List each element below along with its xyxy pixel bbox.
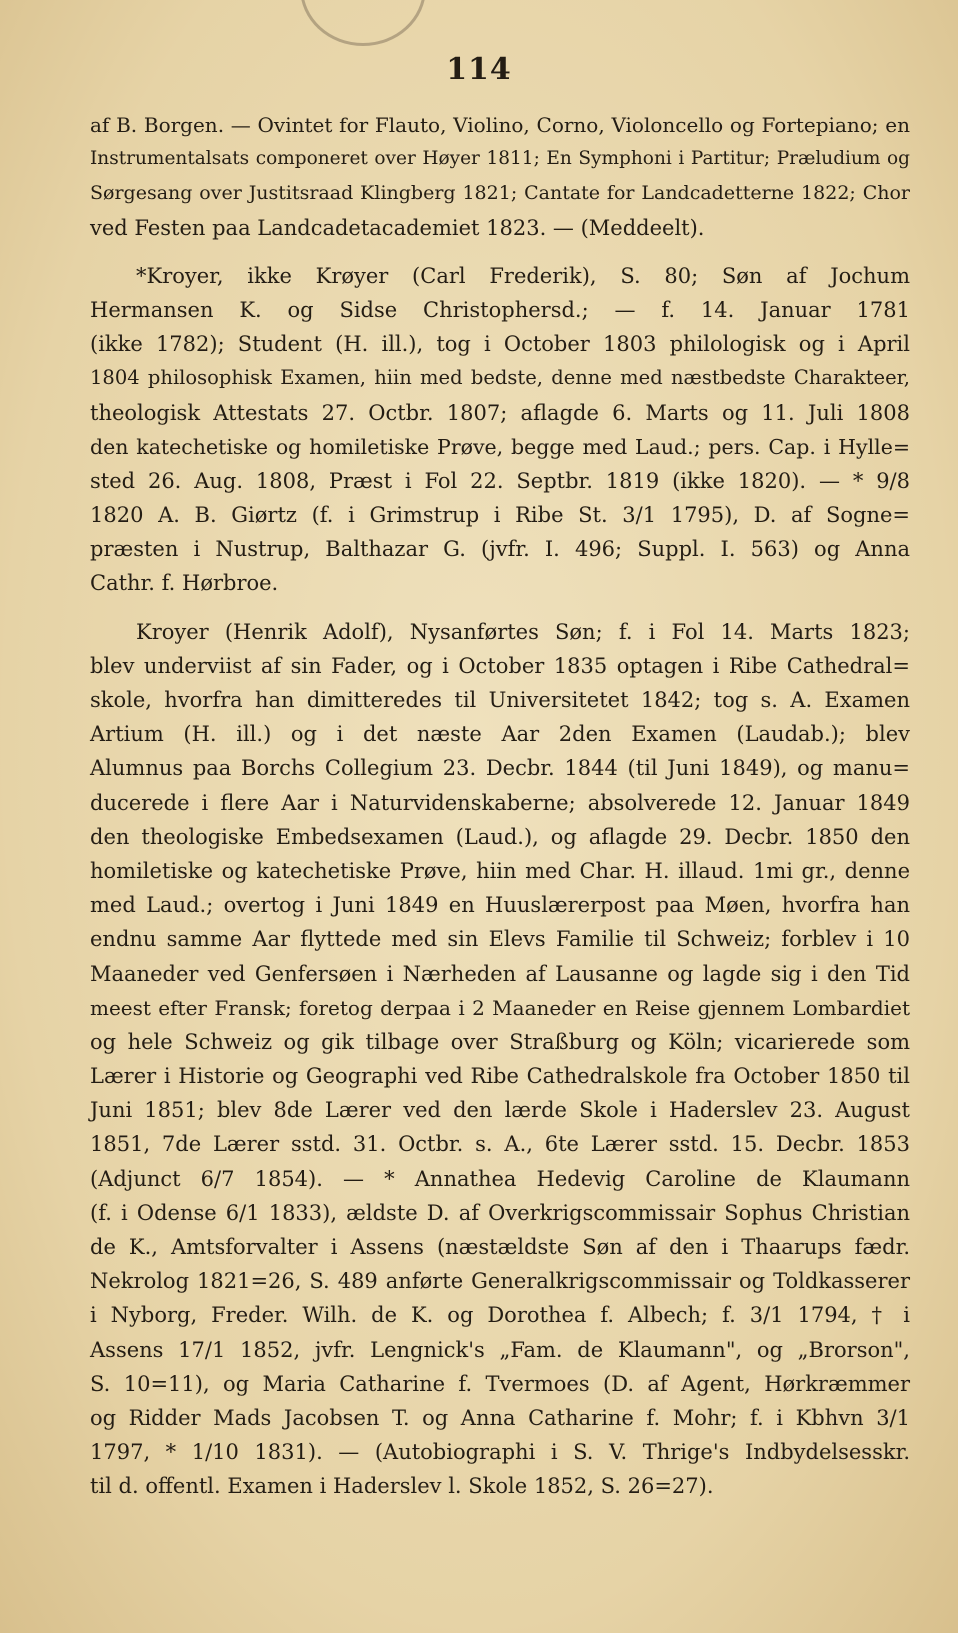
text-line: sted 26. Aug. 1808, Præst i Fol 22. Septbr. 1819 (ikke 1820). — * 9/8 [90,468,910,493]
text-line: meest efter Fransk; foretog derpaa i 2 Maaneder en Reise gjennem Lombardiet [90,995,910,1020]
text-line: theologisk Attestats 27. Octbr. 1807; aflagde 6. Marts og 11. Juli 1808 [90,400,910,425]
page-number: 114 [446,52,512,87]
text-line: Alumnus paa Borchs Collegium 23. Decbr. 1844 (til Juni 1849), og manu= [90,756,910,781]
text-line: af B. Borgen. — Ovintet for Flauto, Violino, Corno, Violoncello og Fortepiano; en [90,113,910,137]
text-line: i Nyborg, Freder. Wilh. de K. og Dorothea f. Albech; f. 3/1 1794, † i [90,1303,910,1328]
text-line: 1851, 7de Lærer sstd. 31. Octbr. s. A., 6te Lærer sstd. 15. Decbr. 1853 [90,1132,910,1157]
text-line: (Adjunct 6/7 1854). — * Annathea Hedevig Caroline de Klaumann [90,1166,910,1191]
text-line: 1820 A. B. Giørtz (f. i Grimstrup i Ribe St. 3/1 1795), D. af Sogne= [90,503,910,528]
text-line: den theologiske Embedsexamen (Laud.), og aflagde 29. Decbr. 1850 den [90,824,910,849]
binding-mark-decoration [300,0,426,46]
text-line: ved Festen paa Landcadetacademiet 1823. — (Meddeelt). [90,215,705,240]
text-line: endnu samme Aar flyttede med sin Elevs Familie til Schweiz; forblev i 10 [90,927,910,952]
page-text [90,108,910,1504]
text-line: Assens 17/1 1852, jvfr. Lengnick's „Fam. de Klaumann", og „Brorson", [90,1337,910,1362]
text-line: blev underviist af sin Fader, og i October 1835 optagen i Ribe Cathedral= [90,653,910,678]
paragraph-gap [90,245,910,259]
text-line: de K., Amtsforvalter i Assens (næstældste Søn af den i Thaarups fædr. [90,1235,910,1259]
text-line: med Laud.; overtog i Juni 1849 en Huuslærerpost paa Møen, hvorfra han [90,893,910,918]
text-line: den katechetiske og homiletiske Prøve, begge med Laud.; pers. Cap. i Hylle= [90,434,910,459]
text-line: og hele Schweiz og gik tilbage over Straßburg og Köln; vicarierede som [90,1029,910,1054]
text-line: (ikke 1782); Student (H. ill.), tog i October 1803 philologisk og i April [90,332,910,357]
text-line: homiletiske og katechetiske Prøve, hiin med Char. H. illaud. 1mi gr., denne [90,858,910,883]
text-line: (f. i Odense 6/1 1833), ældste D. af Overkrigscommissair Sophus Christian [90,1200,910,1225]
text-line: Juni 1851; blev 8de Lærer ved den lærde Skole i Haderslev 23. August [90,1098,910,1123]
text-line: Artium (H. ill.) og i det næste Aar 2den Examen (Laudab.); blev [90,722,910,747]
text-line: Hermansen K. og Sidse Christophersd.; — f. 14. Januar 1781 [90,297,910,322]
text-line: Kroyer (Henrik Adolf), Nysanførtes Søn; f. i Fol 14. Marts 1823; [136,619,910,644]
paragraph-gap [90,601,910,615]
text-line: præsten i Nustrup, Balthazar G. (jvfr. I. 496; Suppl. I. 563) og Anna [90,537,910,562]
text-line: 1797, * 1/10 1831). — (Autobiographi i S. V. Thrige's Indbydelsesskr. [90,1440,910,1465]
text-line: Instrumentalsats componeret over Høyer 1811; En Symphoni i Partitur; Præludium og [90,148,910,170]
text-line: Cathr. f. Hørbroe. [90,571,279,596]
text-line: Nekrolog 1821=26, S. 489 anførte Generalkrigscommissair og Toldkasserer [90,1269,910,1294]
text-line: *Kroyer, ikke Krøyer (Carl Frederik), S. 80; Søn af Jochum [136,263,910,288]
paragraph-entry-borgen-continuation [90,108,910,245]
text-line: S. 10=11), og Maria Catharine f. Tvermoes (D. af Agent, Hørkræmmer [90,1371,910,1396]
text-line: skole, hvorfra han dimitteredes til Universitetet 1842; tog s. A. Examen [90,688,910,712]
text-line: Lærer i Historie og Geographi ved Ribe Cathedralskole fra October 1850 til [90,1064,910,1089]
text-line: til d. offentl. Examen i Haderslev l. Skole 1852, S. 26=27). [90,1474,714,1499]
paragraph-entry-kroyer-henrik-adolf [90,615,910,1504]
text-line: ducerede i flere Aar i Naturvidenskaberne; absolverede 12. Januar 1849 [90,790,910,815]
text-line: 1804 philosophisk Examen, hiin med bedste, denne med næstbedste Charakteer, [90,366,910,390]
text-line: Maaneder ved Genfersøen i Nærheden af Lausanne og lagde sig i den Tid [90,961,910,986]
text-line: og Ridder Mads Jacobsen T. og Anna Catharine f. Mohr; f. i Kbhvn 3/1 [90,1405,910,1430]
paragraph-entry-kroyer-carl-frederik [90,259,910,601]
text-line: Sørgesang over Justitsraad Klingberg 1821; Cantate for Landcadetterne 1822; Chor [90,182,910,205]
